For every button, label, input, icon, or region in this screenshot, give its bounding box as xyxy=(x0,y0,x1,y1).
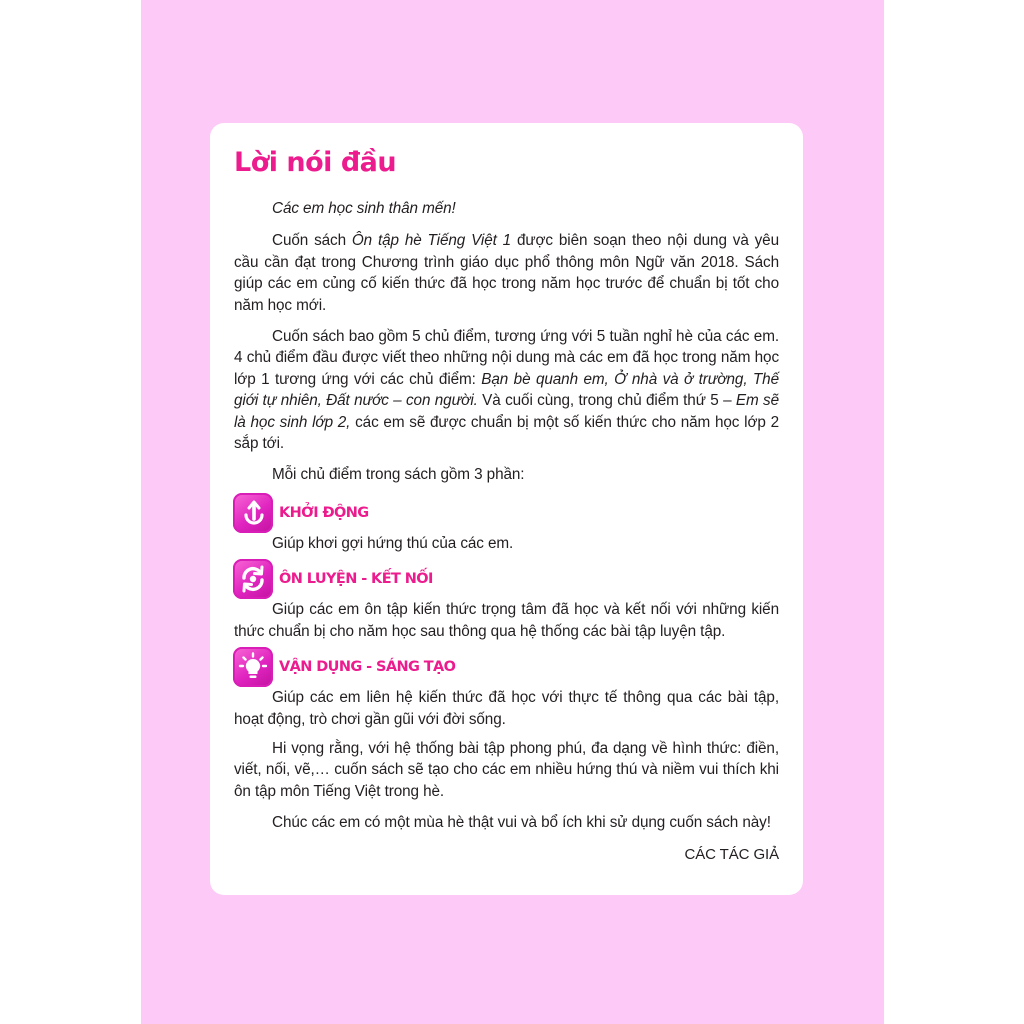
section-khoi-dong xyxy=(234,492,779,534)
intro-paragraph: Cuốn sách Ôn tập hè Tiếng Việt 1 được biên soạn theo nội dung và yêu cầu cần đạt trong Chương trình giáo dục phổ thông môn Ngữ văn 2018. Sách giúp các em củng cố kiến thức đã học trong năm học trước để chuẩn bị tốt cho năm học mới. xyxy=(234,232,779,314)
topics-paragraph: Cuốn sách bao gồm 5 chủ điểm, tương ứng với 5 tuần nghỉ hè của các em. 4 chủ điểm đầu được viết theo những nội dung mà các em đã học trong năm học lớp 1 tương ứng với các chủ điểm: Bạn bè quanh em, Ở nhà và ở trường, Thế giới tự nhiên, Đất nước – con người. Và cuối cùng, trong chủ điểm thứ 5 – Em sẽ là học sinh lớp 2, các em sẽ được chuẩn bị một số kiến thức cho năm học lớp 2 sắp tới. xyxy=(234,328,779,453)
sync-arrows-icon xyxy=(233,559,273,599)
section-label: VẬN DỤNG - SÁNG TẠO xyxy=(279,659,456,676)
topic-5: Em sẽ là học sinh lớp 2, xyxy=(234,392,779,431)
book-title: Ôn tập hè Tiếng Việt 1 xyxy=(351,232,512,250)
section-description: Giúp khơi gợi hứng thú của các em. xyxy=(272,534,514,552)
greeting: Các em học sinh thân mến! xyxy=(272,200,456,217)
hope-paragraph: Hi vọng rằng, với hệ thống bài tập phong phú, đa dạng về hình thức: điền, viết, nối, vẽ,… cuốn sách sẽ tạo cho các em nhiều hứng thú và niềm vui thích khi ôn tập môn Tiếng Việt trong hè. xyxy=(234,739,779,800)
page-background xyxy=(141,0,884,1024)
section-description: Giúp các em liên hệ kiến thức đã học với thực tế thông qua các bài tập, hoạt động, trò chơi gần gũi với đời sống. xyxy=(234,689,779,728)
section-label: ÔN LUYỆN - KẾT NỐI xyxy=(279,571,433,588)
section-label: KHỞI ĐỘNG xyxy=(279,504,369,521)
parts-intro: Mỗi chủ điểm trong sách gồm 3 phần: xyxy=(272,466,525,484)
lightbulb-icon xyxy=(233,647,273,687)
signature: CÁC TÁC GIẢ xyxy=(684,845,779,863)
section-van-dung-sang-tao xyxy=(234,646,779,688)
page-title: Lời nói đầu xyxy=(234,147,397,178)
start-arrow-icon xyxy=(233,493,273,533)
section-description: Giúp các em ôn tập kiến thức trọng tâm đã học và kết nối với những kiến thức chuẩn bị cho năm học sau thông qua hệ thống các bài tập luyện tập. xyxy=(234,601,779,640)
preface-card xyxy=(210,123,803,895)
topic-list: Bạn bè quanh em, Ở nhà và ở trường, Thế giới tự nhiên, Đất nước – con người. xyxy=(234,370,779,410)
wish-paragraph: Chúc các em có một mùa hè thật vui và bổ ích khi sử dụng cuốn sách này! xyxy=(272,814,771,832)
section-on-luyen-ket-noi xyxy=(234,558,779,600)
